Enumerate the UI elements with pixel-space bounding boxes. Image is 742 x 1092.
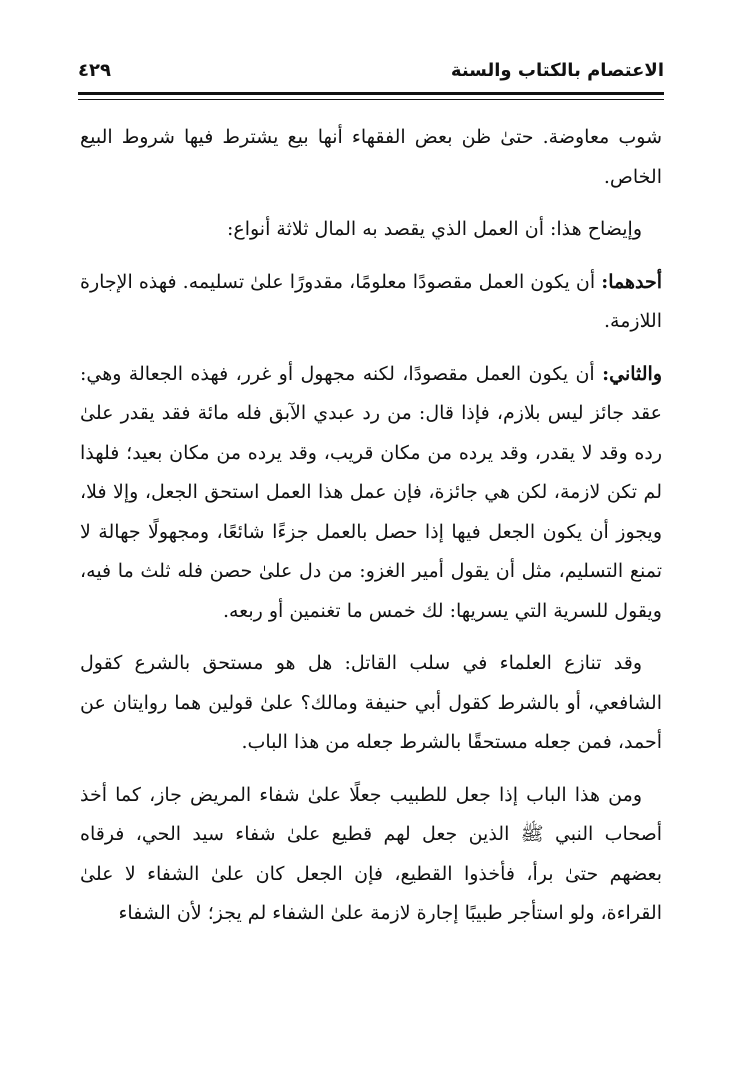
paragraph-lead: أحدهما:	[601, 270, 662, 293]
paragraph-1	[80, 118, 662, 197]
paragraph-text: شوب معاوضة. حتىٰ ظن بعض الفقهاء أنها بيع يشترط فيها شروط البيع الخاص.	[80, 126, 662, 188]
paragraph-6	[80, 776, 662, 934]
page-number: ٤٢٩	[78, 60, 111, 81]
paragraph-4	[80, 355, 662, 632]
paragraph-text: أن يكون العمل مقصودًا، لكنه مجهول أو غرر، فهذه الجعالة وهي: عقد جائز ليس بلازم، فإذا قال: من رد عبدي الآبق فله مائة فقد يقدر علىٰ رده وقد لا يقدر، وقد يرده من مكان قريب، وقد يرده من مكان بعيد؛ فلهذا لم تكن لازمة، لكن هي جائزة، فإن عمل هذا العمل استحق الجعل، وإلا فلا، ويجوز أن يكون الجعل فيها إذا حصل بالعمل جزءًا شائعًا، ومجهولًا جهالة لا تمنع التسليم، مثل أن يقول أمير الغزو: من دل علىٰ حصن فله ثلث ما فيه، ويقول للسرية التي يسريها: لك خمس ما تغنمين أو ربعه.	[80, 362, 662, 622]
paragraph-5	[80, 644, 662, 763]
paragraph-text: وقد تنازع العلماء في سلب القاتل: هل هو مستحق بالشرع كقول الشافعي، أو بالشرط كقول أبي حنيفة ومالك؟ علىٰ قولين هما روايتان عن أحمد، فمن جعله مستحقًا بالشرط جعله من هذا الباب.	[80, 652, 662, 753]
body-text	[80, 118, 662, 947]
running-header	[78, 58, 664, 94]
running-title: الاعتصام بالكتاب والسنة	[450, 60, 664, 81]
header-rule-thick	[78, 92, 664, 95]
paragraph-text: ومن هذا الباب إذا جعل للطبيب جعلًا علىٰ شفاء المريض جاز، كما أخذ أصحاب النبي ﷺ الذين جعل لهم قطيع علىٰ شفاء سيد الحي، فرقاه بعضهم حتىٰ برأ، فأخذوا القطيع، فإن الجعل كان علىٰ الشفاء لا علىٰ القراءة، ولو استأجر طبيبًا إجارة لازمة علىٰ الشفاء لم يجز؛ لأن الشفاء	[80, 783, 662, 924]
paragraph-lead: والثاني:	[602, 362, 662, 385]
paragraph-2	[80, 210, 662, 250]
paragraph-3	[80, 263, 662, 342]
header-rule-thin	[78, 99, 664, 100]
paragraph-text: وإيضاح هذا: أن العمل الذي يقصد به المال ثلاثة أنواع:	[226, 218, 642, 240]
paragraph-text: أن يكون العمل مقصودًا معلومًا، مقدورًا علىٰ تسليمه. فهذه الإجارة اللازمة.	[80, 270, 662, 332]
